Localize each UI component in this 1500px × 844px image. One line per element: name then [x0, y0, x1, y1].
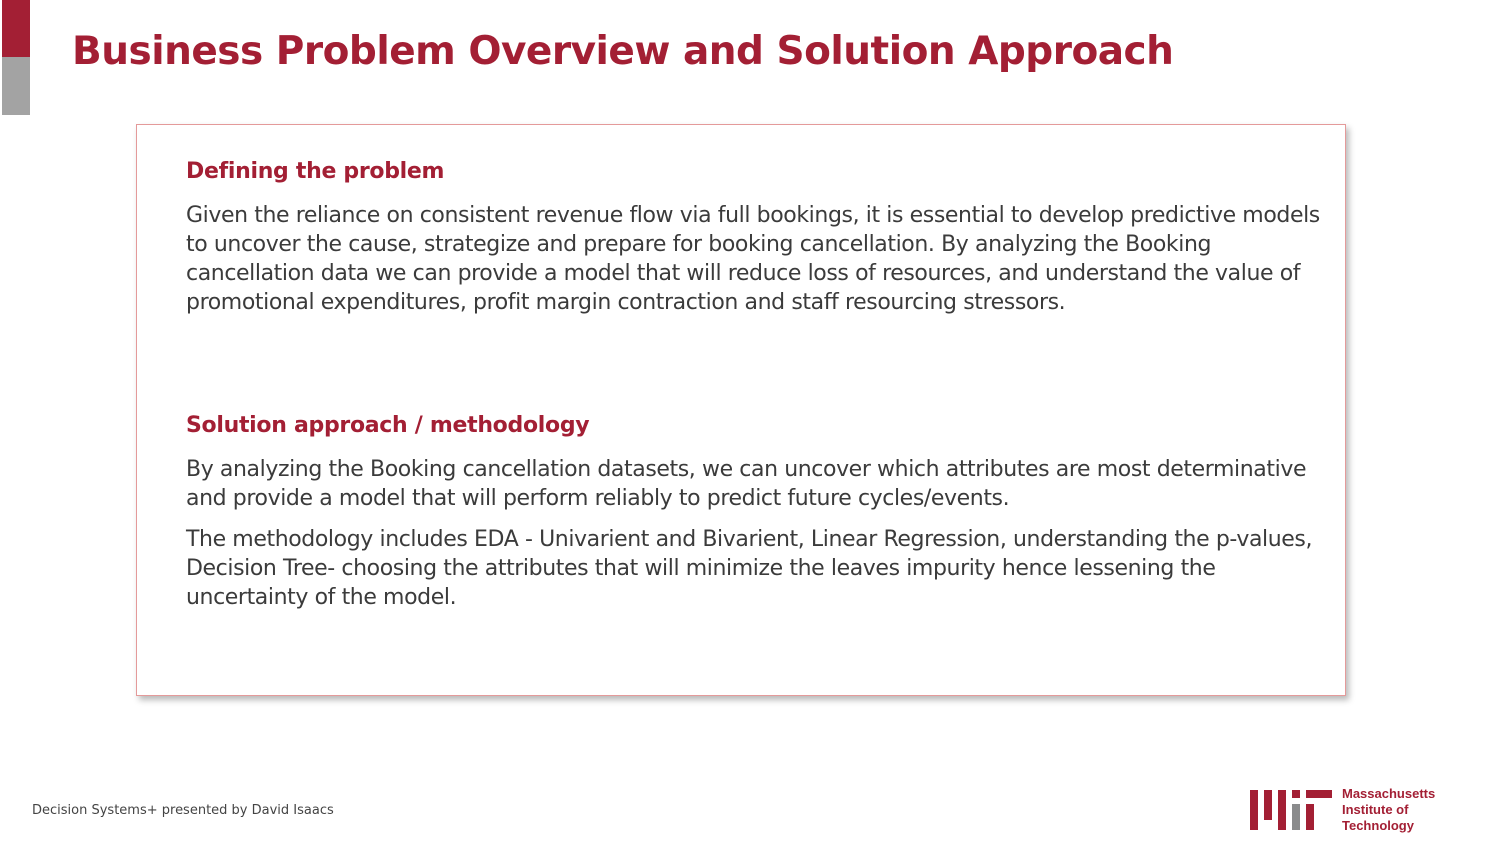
problem-paragraph: Given the reliance on consistent revenue flow via full bookings, it is essential to develop predictive models to uncover the cause, strategize and prepare for booking cancellation. By analyzing the Booking cancellation data we can provide a model that will reduce loss of resources, and understand the value of promotional expenditures, profit margin contraction and staff resourcing stressors.	[186, 203, 1320, 315]
mit-wordmark-line: Institute of	[1342, 802, 1409, 817]
mit-wordmark-line: Technology	[1342, 818, 1414, 833]
problem-heading: Defining the problem	[186, 159, 445, 184]
accent-bar-gray	[2, 57, 30, 115]
content-box	[136, 124, 1346, 696]
slide-title: Business Problem Overview and Solution Approach	[72, 29, 1174, 74]
solution-paragraph-2: The methodology includes EDA - Univarient and Bivarient, Linear Regression, understanding the p-values, Decision Tree- choosing the attributes that will minimize the leaves impurity hence lessening the uncertainty of the model.	[186, 527, 1313, 610]
footer-presenter: Decision Systems+ presented by David Isaacs	[32, 803, 334, 818]
accent-bar-red	[2, 0, 30, 57]
solution-heading: Solution approach / methodology	[186, 413, 590, 438]
solution-paragraph-1: By analyzing the Booking cancellation datasets, we can uncover which attributes are most determinative and provide a model that will perform reliably to predict future cycles/events.	[186, 457, 1307, 511]
mit-wordmark	[1342, 786, 1435, 834]
mit-logo	[1250, 786, 1332, 830]
mit-wordmark-line: Massachusetts	[1342, 786, 1436, 801]
